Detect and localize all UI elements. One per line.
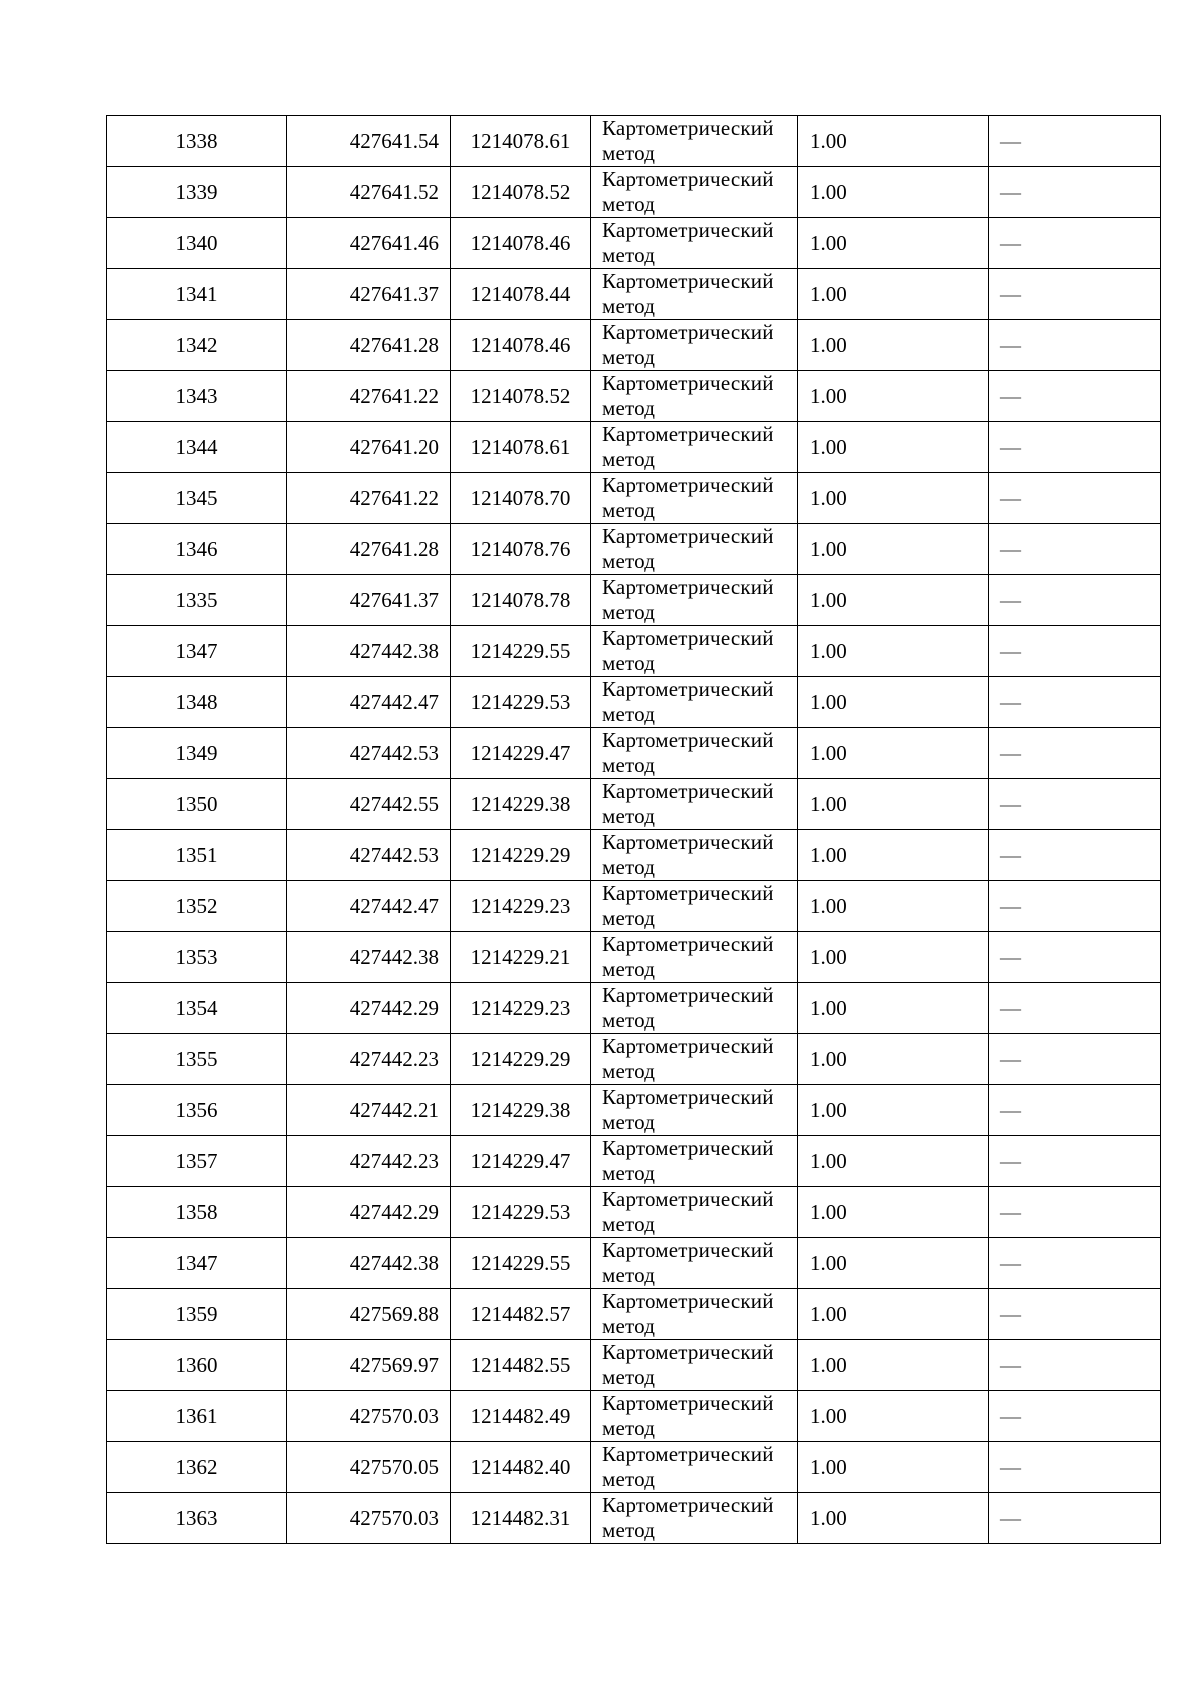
method-cell <box>591 1085 798 1136</box>
dash-mark: — <box>1000 1302 1021 1326</box>
method-cell <box>591 473 798 524</box>
table-row <box>107 575 1161 626</box>
method-line-1: Картометрический <box>602 167 774 191</box>
table-row <box>107 167 1161 218</box>
error-cell: 1.00 <box>798 473 989 524</box>
method-cell <box>591 932 798 983</box>
table-row <box>107 1187 1161 1238</box>
point-number-cell: 1350 <box>107 779 287 830</box>
error-cell: 1.00 <box>798 779 989 830</box>
method-line-2: метод <box>602 1212 656 1236</box>
x-coordinate-cell: 427442.29 <box>287 983 451 1034</box>
x-coordinate-cell: 427442.23 <box>287 1136 451 1187</box>
note-cell <box>989 1136 1161 1187</box>
dash-mark: — <box>1000 1404 1021 1428</box>
point-number-cell: 1349 <box>107 728 287 779</box>
note-cell <box>989 167 1161 218</box>
table-row <box>107 371 1161 422</box>
error-cell: 1.00 <box>798 1391 989 1442</box>
method-line-2: метод <box>602 447 656 471</box>
point-number-cell: 1363 <box>107 1493 287 1544</box>
method-line-1: Картометрический <box>602 1136 774 1160</box>
x-coordinate-cell: 427641.22 <box>287 371 451 422</box>
method-cell <box>591 524 798 575</box>
table-row <box>107 1085 1161 1136</box>
dash-mark: — <box>1000 486 1021 510</box>
y-coordinate-cell: 1214078.61 <box>451 422 591 473</box>
note-cell <box>989 932 1161 983</box>
note-cell <box>989 1187 1161 1238</box>
method-line-1: Картометрический <box>602 218 774 242</box>
table-row <box>107 1289 1161 1340</box>
method-line-2: метод <box>602 549 656 573</box>
method-cell <box>591 983 798 1034</box>
method-cell <box>591 116 798 167</box>
method-line-2: метод <box>602 753 656 777</box>
point-number-cell: 1341 <box>107 269 287 320</box>
method-cell <box>591 269 798 320</box>
method-cell <box>591 1442 798 1493</box>
point-number-cell: 1362 <box>107 1442 287 1493</box>
method-line-1: Картометрический <box>602 1085 774 1109</box>
note-cell <box>989 830 1161 881</box>
method-line-2: метод <box>602 141 656 165</box>
x-coordinate-cell: 427442.29 <box>287 1187 451 1238</box>
coordinates-table <box>106 115 1161 1544</box>
x-coordinate-cell: 427570.03 <box>287 1391 451 1442</box>
dash-mark: — <box>1000 1200 1021 1224</box>
dash-mark: — <box>1000 333 1021 357</box>
method-line-1: Картометрический <box>602 728 774 752</box>
method-line-1: Картометрический <box>602 269 774 293</box>
x-coordinate-cell: 427442.55 <box>287 779 451 830</box>
table-row <box>107 677 1161 728</box>
table-row <box>107 524 1161 575</box>
table-row <box>107 1136 1161 1187</box>
x-coordinate-cell: 427641.52 <box>287 167 451 218</box>
table-row <box>107 830 1161 881</box>
note-cell <box>989 1289 1161 1340</box>
table-row <box>107 422 1161 473</box>
x-coordinate-cell: 427442.47 <box>287 677 451 728</box>
method-line-2: метод <box>602 396 656 420</box>
note-cell <box>989 728 1161 779</box>
error-cell: 1.00 <box>798 1085 989 1136</box>
error-cell: 1.00 <box>798 1289 989 1340</box>
table-row <box>107 728 1161 779</box>
y-coordinate-cell: 1214229.55 <box>451 1238 591 1289</box>
dash-mark: — <box>1000 1455 1021 1479</box>
y-coordinate-cell: 1214482.31 <box>451 1493 591 1544</box>
table-row <box>107 473 1161 524</box>
method-line-1: Картометрический <box>602 1493 774 1517</box>
y-coordinate-cell: 1214078.61 <box>451 116 591 167</box>
y-coordinate-cell: 1214229.47 <box>451 728 591 779</box>
table-row <box>107 983 1161 1034</box>
y-coordinate-cell: 1214229.38 <box>451 779 591 830</box>
point-number-cell: 1340 <box>107 218 287 269</box>
table-row <box>107 1493 1161 1544</box>
y-coordinate-cell: 1214078.52 <box>451 371 591 422</box>
method-line-1: Картометрический <box>602 626 774 650</box>
point-number-cell: 1361 <box>107 1391 287 1442</box>
error-cell: 1.00 <box>798 1442 989 1493</box>
point-number-cell: 1359 <box>107 1289 287 1340</box>
method-line-2: метод <box>602 651 656 675</box>
method-line-2: метод <box>602 1416 656 1440</box>
table-row <box>107 218 1161 269</box>
dash-mark: — <box>1000 1149 1021 1173</box>
error-cell: 1.00 <box>798 728 989 779</box>
point-number-cell: 1347 <box>107 1238 287 1289</box>
dash-mark: — <box>1000 843 1021 867</box>
method-line-2: метод <box>602 702 656 726</box>
method-line-1: Картометрический <box>602 1340 774 1364</box>
dash-mark: — <box>1000 231 1021 255</box>
y-coordinate-cell: 1214078.46 <box>451 218 591 269</box>
dash-mark: — <box>1000 894 1021 918</box>
method-line-1: Картометрический <box>602 524 774 548</box>
x-coordinate-cell: 427442.38 <box>287 1238 451 1289</box>
method-cell <box>591 1493 798 1544</box>
table-row <box>107 1340 1161 1391</box>
method-line-2: метод <box>602 1518 656 1542</box>
method-line-2: метод <box>602 294 656 318</box>
table-row <box>107 1034 1161 1085</box>
x-coordinate-cell: 427442.21 <box>287 1085 451 1136</box>
method-line-2: метод <box>602 906 656 930</box>
y-coordinate-cell: 1214229.53 <box>451 1187 591 1238</box>
point-number-cell: 1351 <box>107 830 287 881</box>
note-cell <box>989 626 1161 677</box>
note-cell <box>989 218 1161 269</box>
note-cell <box>989 422 1161 473</box>
y-coordinate-cell: 1214229.53 <box>451 677 591 728</box>
method-cell <box>591 167 798 218</box>
point-number-cell: 1353 <box>107 932 287 983</box>
y-coordinate-cell: 1214482.49 <box>451 1391 591 1442</box>
y-coordinate-cell: 1214229.21 <box>451 932 591 983</box>
method-line-2: метод <box>602 192 656 216</box>
y-coordinate-cell: 1214078.70 <box>451 473 591 524</box>
note-cell <box>989 1238 1161 1289</box>
x-coordinate-cell: 427641.20 <box>287 422 451 473</box>
table-row <box>107 1442 1161 1493</box>
note-cell <box>989 269 1161 320</box>
method-line-1: Картометрический <box>602 473 774 497</box>
error-cell: 1.00 <box>798 116 989 167</box>
method-line-2: метод <box>602 957 656 981</box>
dash-mark: — <box>1000 1353 1021 1377</box>
method-line-1: Картометрический <box>602 932 774 956</box>
method-cell <box>591 1340 798 1391</box>
x-coordinate-cell: 427641.28 <box>287 320 451 371</box>
y-coordinate-cell: 1214229.23 <box>451 983 591 1034</box>
method-cell <box>591 1289 798 1340</box>
dash-mark: — <box>1000 180 1021 204</box>
dash-mark: — <box>1000 1098 1021 1122</box>
method-cell <box>591 1391 798 1442</box>
method-cell <box>591 1136 798 1187</box>
error-cell: 1.00 <box>798 626 989 677</box>
y-coordinate-cell: 1214229.29 <box>451 830 591 881</box>
method-line-2: метод <box>602 1008 656 1032</box>
method-cell <box>591 1238 798 1289</box>
x-coordinate-cell: 427641.22 <box>287 473 451 524</box>
note-cell <box>989 1340 1161 1391</box>
note-cell <box>989 575 1161 626</box>
x-coordinate-cell: 427641.54 <box>287 116 451 167</box>
method-line-1: Картометрический <box>602 1034 774 1058</box>
dash-mark: — <box>1000 384 1021 408</box>
point-number-cell: 1352 <box>107 881 287 932</box>
dash-mark: — <box>1000 129 1021 153</box>
x-coordinate-cell: 427641.28 <box>287 524 451 575</box>
error-cell: 1.00 <box>798 1238 989 1289</box>
error-cell: 1.00 <box>798 1187 989 1238</box>
method-cell <box>591 371 798 422</box>
y-coordinate-cell: 1214482.57 <box>451 1289 591 1340</box>
y-coordinate-cell: 1214482.40 <box>451 1442 591 1493</box>
method-cell <box>591 1187 798 1238</box>
table-row <box>107 320 1161 371</box>
dash-mark: — <box>1000 282 1021 306</box>
method-cell <box>591 830 798 881</box>
dash-mark: — <box>1000 996 1021 1020</box>
point-number-cell: 1357 <box>107 1136 287 1187</box>
error-cell: 1.00 <box>798 1493 989 1544</box>
x-coordinate-cell: 427442.53 <box>287 830 451 881</box>
table-row <box>107 626 1161 677</box>
method-line-2: метод <box>602 1314 656 1338</box>
note-cell <box>989 1085 1161 1136</box>
error-cell: 1.00 <box>798 677 989 728</box>
note-cell <box>989 1442 1161 1493</box>
x-coordinate-cell: 427442.53 <box>287 728 451 779</box>
method-cell <box>591 320 798 371</box>
error-cell: 1.00 <box>798 269 989 320</box>
table-row <box>107 1391 1161 1442</box>
method-line-1: Картометрический <box>602 320 774 344</box>
dash-mark: — <box>1000 741 1021 765</box>
method-line-2: метод <box>602 1110 656 1134</box>
dash-mark: — <box>1000 690 1021 714</box>
point-number-cell: 1356 <box>107 1085 287 1136</box>
error-cell: 1.00 <box>798 983 989 1034</box>
y-coordinate-cell: 1214078.78 <box>451 575 591 626</box>
point-number-cell: 1344 <box>107 422 287 473</box>
point-number-cell: 1355 <box>107 1034 287 1085</box>
method-cell <box>591 779 798 830</box>
y-coordinate-cell: 1214078.76 <box>451 524 591 575</box>
table-row <box>107 932 1161 983</box>
method-line-1: Картометрический <box>602 371 774 395</box>
method-cell <box>591 422 798 473</box>
error-cell: 1.00 <box>798 932 989 983</box>
method-line-1: Картометрический <box>602 677 774 701</box>
method-line-1: Картометрический <box>602 1238 774 1262</box>
point-number-cell: 1343 <box>107 371 287 422</box>
table-row <box>107 269 1161 320</box>
method-line-2: метод <box>602 345 656 369</box>
method-line-2: метод <box>602 1365 656 1389</box>
dash-mark: — <box>1000 792 1021 816</box>
point-number-cell: 1346 <box>107 524 287 575</box>
method-line-2: метод <box>602 498 656 522</box>
error-cell: 1.00 <box>798 1034 989 1085</box>
note-cell <box>989 881 1161 932</box>
method-cell <box>591 728 798 779</box>
note-cell <box>989 371 1161 422</box>
error-cell: 1.00 <box>798 320 989 371</box>
method-line-1: Картометрический <box>602 830 774 854</box>
dash-mark: — <box>1000 435 1021 459</box>
table-row <box>107 779 1161 830</box>
error-cell: 1.00 <box>798 1340 989 1391</box>
dash-mark: — <box>1000 588 1021 612</box>
dash-mark: — <box>1000 1251 1021 1275</box>
error-cell: 1.00 <box>798 524 989 575</box>
point-number-cell: 1339 <box>107 167 287 218</box>
x-coordinate-cell: 427641.37 <box>287 269 451 320</box>
method-cell <box>591 677 798 728</box>
method-line-2: метод <box>602 1467 656 1491</box>
point-number-cell: 1342 <box>107 320 287 371</box>
method-line-1: Картометрический <box>602 1391 774 1415</box>
x-coordinate-cell: 427641.37 <box>287 575 451 626</box>
method-line-2: метод <box>602 804 656 828</box>
dash-mark: — <box>1000 537 1021 561</box>
table-row <box>107 881 1161 932</box>
method-line-1: Картометрический <box>602 1442 774 1466</box>
error-cell: 1.00 <box>798 422 989 473</box>
note-cell <box>989 524 1161 575</box>
point-number-cell: 1347 <box>107 626 287 677</box>
error-cell: 1.00 <box>798 167 989 218</box>
note-cell <box>989 983 1161 1034</box>
method-line-1: Картометрический <box>602 881 774 905</box>
note-cell <box>989 1391 1161 1442</box>
method-cell <box>591 881 798 932</box>
y-coordinate-cell: 1214078.52 <box>451 167 591 218</box>
point-number-cell: 1348 <box>107 677 287 728</box>
table-row <box>107 1238 1161 1289</box>
table-body <box>107 116 1161 1544</box>
note-cell <box>989 116 1161 167</box>
error-cell: 1.00 <box>798 371 989 422</box>
table-row <box>107 116 1161 167</box>
point-number-cell: 1345 <box>107 473 287 524</box>
point-number-cell: 1338 <box>107 116 287 167</box>
point-number-cell: 1358 <box>107 1187 287 1238</box>
method-line-2: метод <box>602 1263 656 1287</box>
method-cell <box>591 575 798 626</box>
error-cell: 1.00 <box>798 1136 989 1187</box>
y-coordinate-cell: 1214229.23 <box>451 881 591 932</box>
note-cell <box>989 1034 1161 1085</box>
y-coordinate-cell: 1214229.29 <box>451 1034 591 1085</box>
x-coordinate-cell: 427641.46 <box>287 218 451 269</box>
method-line-1: Картометрический <box>602 1187 774 1211</box>
x-coordinate-cell: 427569.97 <box>287 1340 451 1391</box>
point-number-cell: 1335 <box>107 575 287 626</box>
method-line-1: Картометрический <box>602 779 774 803</box>
method-line-1: Картометрический <box>602 422 774 446</box>
method-line-1: Картометрический <box>602 575 774 599</box>
error-cell: 1.00 <box>798 218 989 269</box>
method-cell <box>591 1034 798 1085</box>
note-cell <box>989 1493 1161 1544</box>
y-coordinate-cell: 1214078.46 <box>451 320 591 371</box>
method-line-1: Картометрический <box>602 983 774 1007</box>
y-coordinate-cell: 1214229.55 <box>451 626 591 677</box>
dash-mark: — <box>1000 1047 1021 1071</box>
note-cell <box>989 677 1161 728</box>
y-coordinate-cell: 1214229.38 <box>451 1085 591 1136</box>
method-line-2: метод <box>602 855 656 879</box>
y-coordinate-cell: 1214078.44 <box>451 269 591 320</box>
note-cell <box>989 779 1161 830</box>
method-line-2: метод <box>602 600 656 624</box>
error-cell: 1.00 <box>798 881 989 932</box>
method-cell <box>591 626 798 677</box>
error-cell: 1.00 <box>798 830 989 881</box>
point-number-cell: 1354 <box>107 983 287 1034</box>
method-line-2: метод <box>602 1161 656 1185</box>
x-coordinate-cell: 427442.23 <box>287 1034 451 1085</box>
y-coordinate-cell: 1214482.55 <box>451 1340 591 1391</box>
y-coordinate-cell: 1214229.47 <box>451 1136 591 1187</box>
method-line-2: метод <box>602 243 656 267</box>
x-coordinate-cell: 427570.03 <box>287 1493 451 1544</box>
x-coordinate-cell: 427569.88 <box>287 1289 451 1340</box>
note-cell <box>989 320 1161 371</box>
note-cell <box>989 473 1161 524</box>
dash-mark: — <box>1000 639 1021 663</box>
x-coordinate-cell: 427442.47 <box>287 881 451 932</box>
dash-mark: — <box>1000 1506 1021 1530</box>
method-cell <box>591 218 798 269</box>
error-cell: 1.00 <box>798 575 989 626</box>
x-coordinate-cell: 427442.38 <box>287 932 451 983</box>
method-line-2: метод <box>602 1059 656 1083</box>
method-line-1: Картометрический <box>602 1289 774 1313</box>
point-number-cell: 1360 <box>107 1340 287 1391</box>
dash-mark: — <box>1000 945 1021 969</box>
x-coordinate-cell: 427570.05 <box>287 1442 451 1493</box>
x-coordinate-cell: 427442.38 <box>287 626 451 677</box>
method-line-1: Картометрический <box>602 116 774 140</box>
